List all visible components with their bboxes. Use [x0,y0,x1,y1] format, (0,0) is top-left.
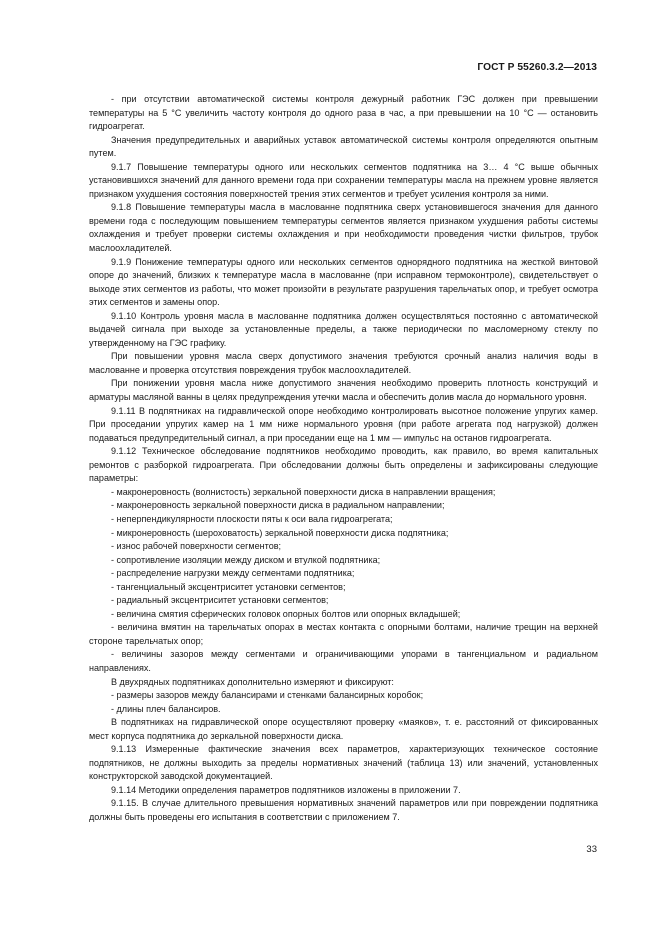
document-code-header: ГОСТ Р 55260.3.2—2013 [477,62,597,73]
paragraph: 9.1.9 Понижение температуры одного или нескольких сегментов однорядного подпятника на жесткой винтовой опоре до значений, близких к температуре масла в маслованне (при исправном термоконтроле), свидетельствует о выходе этих сегментов из работы, что может произойти в результате разрушения тарельчатых опор, и требует осмотра этих сегментов и замены опор. [89,256,598,308]
list-item: - величина смятия сферических головок опорных болтов или опорных вкладышей; [111,608,461,619]
page-number: 33 [586,844,597,855]
list-item: - макронеровность (волнистость) зеркальной поверхности диска в направлении вращения; [111,486,496,497]
list-item: - величины зазоров между сегментами и ограничивающими упорами в тангенциальном и радиальном направлениях. [89,649,598,673]
list-item: - величина вмятин на тарельчатых опорах в местах контакта с опорными болтами, наличие трещин на верхней стороне тарельчатых опор; [89,622,598,646]
list-item: - размеры зазоров между балансирами и стенками балансирных коробок; [111,690,424,701]
paragraph: Значения предупредительных и аварийных уставок автоматической системы контроля определяются опытным путем. [89,134,598,159]
list-item: - радиальный эксцентриситет установки сегментов; [111,595,329,606]
paragraph: 9.1.8 Повышение температуры масла в маслованне подпятника сверх установившегося значения для данного времени года с последующим повышением температуры сегментов является признаком ухудшения работы системы охлаждения и требует проверки системы охлаждения и при необходимости проведения чистки фильтров, трубок маслоохладителей. [89,202,598,254]
paragraph: При понижении уровня масла ниже допустимого значения необходимо проверить плотность конструкций и арматуры масляной ванны в целях предупреждения утечки масла и обеспечить долив масла до нормального уровня. [89,378,598,403]
paragraph: В подпятниках на гидравлической опоре осуществляют проверку «маяков», т. е. расстояний от фиксированных мест корпуса подпятника до зеркальной поверхности диска. [89,717,598,741]
continued-list-item: - при отсутствии автоматической системы контроля дежурный работник ГЭС должен при превышении температуры на 5 °С увеличить частоту контроля до одного раза в час, а при превышении на 10 °С — остановить гидроагрегат. [89,94,598,132]
list-item: - тангенциальный эксцентриситет установки сегментов; [111,581,346,592]
list-item: - макронеровность зеркальной поверхности диска в радиальном направлении; [111,500,445,511]
list-item: - сопротивление изоляции между диском и втулкой подпятника; [111,554,381,565]
paragraph: 9.1.7 Повышение температуры одного или нескольких сегментов подпятника на 3… 4 °С выше обычных установившихся значений для данного времени года при сохранении температуры масла на прежнем уровне является признаком ухудшения состояния поверхностей трения этих сегментов и требует усиления контроля за ними. [89,161,598,199]
list-item: - неперпендикулярности плоскости пяты к оси вала гидроагрегата; [111,513,393,524]
paragraph: При повышении уровня масла сверх допустимого значения требуются срочный анализ наличия воды в маслованне и проверка отсутствия повреждения трубок маслоохладителей. [89,351,598,375]
paragraph: 9.1.14 Методики определения параметров подпятников изложены в приложении 7. [111,784,461,795]
paragraph: 9.1.10 Контроль уровня масла в маслованне подпятника должен осуществляться постоянно с автоматической выдачей сигнала при выходе за установленные пределы, а также периодически по масломерному стеклу по утвержденному на ГЭС графику. [89,310,598,348]
paragraph: 9.1.13 Измеренные фактические значения всех параметров, характеризующих техническое состояние подпятников, не должны выходить за пределы нормативных значений (таблица 13) или значений, установленных конструкторской заводской документацией. [89,744,598,782]
list-item: - микронеровность (шероховатость) зеркальной поверхности диска подпятника; [111,527,449,538]
list-item: - длины плеч балансиров. [111,703,221,714]
list-item: - распределение нагрузки между сегментами подпятника; [111,568,355,579]
body-text [89,93,598,825]
paragraph: В двухрядных подпятниках дополнительно измеряют и фиксируют: [111,676,394,687]
paragraph: 9.1.11 В подпятниках на гидравлической опоре необходимо контролировать высотное положение упругих камер. При проседании упругих камер на 1 мм ниже нормального уровня (при работе агрегата под нагрузкой) должен подаваться предупредительный сигнал, а при проседании еще на 1 мм — импульс на останов гидроагрегата. [89,405,598,443]
paragraph: 9.1.12 Техническое обследование подпятников необходимо проводить, как правило, во время капитальных ремонтов с разборкой гидроагрегата. При обследовании должны быть определены и зафиксированы следующие параметры: [89,446,598,484]
paragraph: 9.1.15. В случае длительного превышения нормативных значений параметров или при повреждении подпятника должны быть проведены его испытания в соответствии с приложением 7. [89,798,598,822]
list-item: - износ рабочей поверхности сегментов; [111,541,282,552]
